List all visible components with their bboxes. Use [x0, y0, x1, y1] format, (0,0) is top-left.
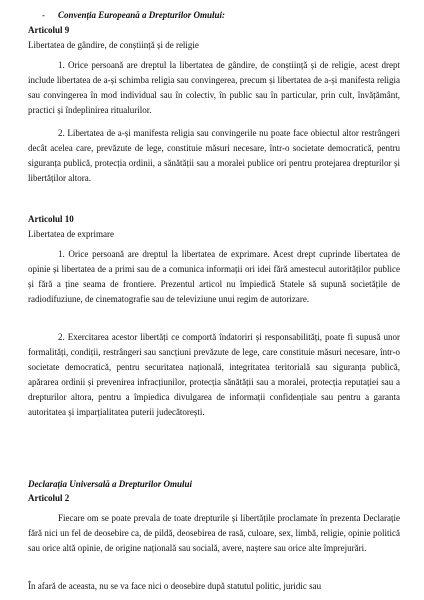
convention-title — [42, 8, 225, 23]
article-10-heading: Articolul 10 — [28, 214, 74, 224]
article-9-heading: Articolul 9 — [28, 25, 70, 35]
declaration-title: Declarația Universală a Drepturilor Omului — [28, 479, 193, 489]
list-dash: - — [42, 10, 45, 20]
article-10-paragraph-1: 1. Orice persoană are dreptul la libertatea de exprimare. Acest drept cuprinde libertatea de opinie și libertatea de a primi sau de a comunica informații ori idei fără amestecul autorităților publice și fără a ține seama de frontiere. Prezentul articol nu împiedică Statele să supună societățile de radiodifuziune, de cinematografie sau de televiziune unui regim de autorizare. — [28, 249, 400, 304]
article-9-subtitle: Libertatea de gândire, de conștiință și de religie — [28, 40, 199, 50]
article-2-paragraph-2: În afară de aceasta, nu se va face nici o deosebire după statutul politic, juridic sau — [28, 581, 322, 591]
convention-title-text: Convenția Europeană a Drepturilor Omului: — [58, 10, 226, 20]
article-9-paragraph-1: 1. Orice persoană are dreptul la libertatea de gândire, de conștiință și de religie, acest drept include libertatea de a-și schimba religia sau convingerea, precum și libertatea de a-și manifesta religia sau convingerea în mod individual sau în colectiv, în public sau în particular, prin cult, învățământ, practici și îndeplinirea ritualurilor. — [28, 60, 400, 115]
article-10-paragraph-2: 2. Exercitarea acestor libertăți ce comportă îndatoriri și responsabilități, poate fi supusă unor formalități, condiții, restrângeri sau sancțiuni prevăzute de lege, care constituie măsuri necesare, într-o societate democratică, pentru securitatea națională, integritatea teritorială sau siguranța publică, apărarea ordinii și prevenirea infracțiunilor, protecția sănătății sau a moralei, protecția reputației sau a drepturilor altora, pentru a împiedica divulgarea de informații confidențiale sau pentru a garanta autoritatea și imparțialitatea puterii judecătorești. — [28, 332, 400, 417]
article-10-subtitle: Libertatea de exprimare — [28, 229, 114, 239]
article-2-paragraph-1: Fiecare om se poate prevala de toate drepturile și libertățile proclamate în prezenta Declarație fără nici un fel de deosebire ca, de pildă, deosebirea de rasă, culoare, sex, limbă, religie, opinie politică sau orice altă opinie, de origine națională sau socială, avere, naștere sau orice alte împrejurări. — [28, 513, 400, 553]
article-9-paragraph-2: 2. Libertatea de a-și manifesta religia sau convingerile nu poate face obiectul altor restrângeri decât acelea care, prevăzute de lege, constituie măsuri necesare, într-o societate democratică, pentru siguranța publică, protecția ordinii, a sănătății sau a moralei publice ori pentru protejarea drepturilor și libertăților altora. — [28, 128, 400, 183]
article-2-heading: Articolul 2 — [28, 493, 70, 503]
